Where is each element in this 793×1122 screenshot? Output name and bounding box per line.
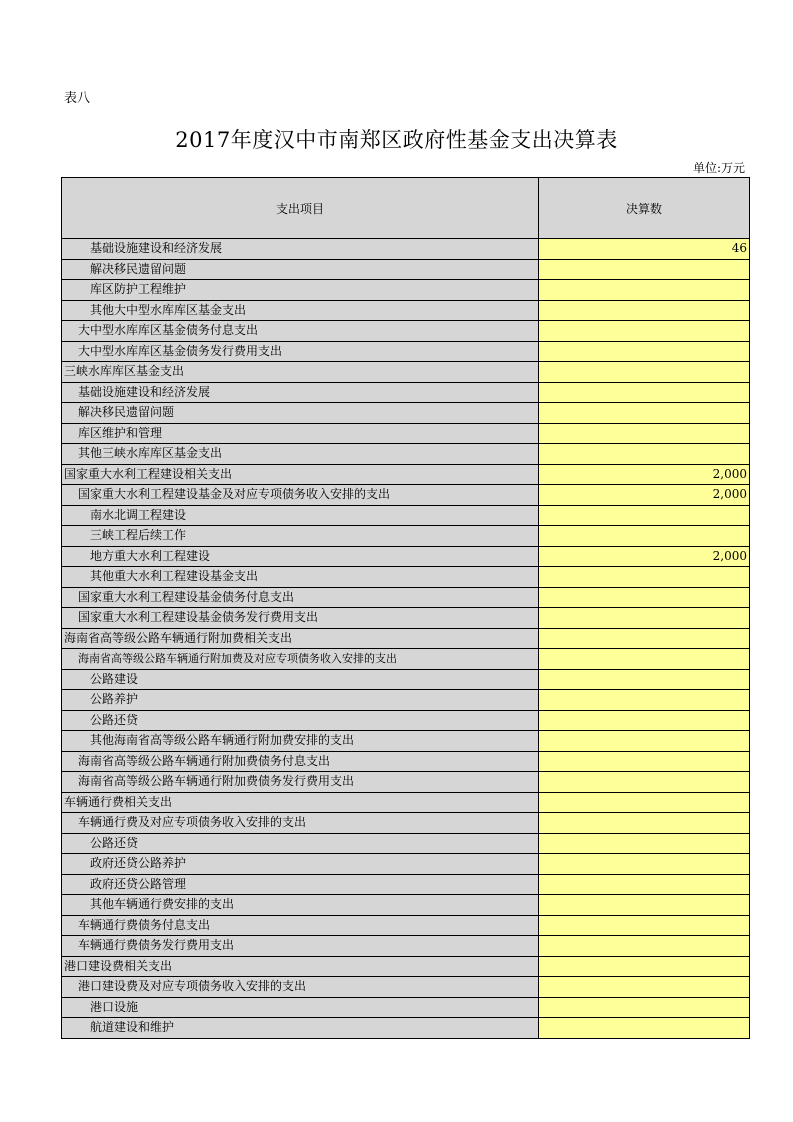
row-amount-cell: 46	[539, 239, 750, 260]
row-amount-cell	[539, 526, 750, 547]
row-item-label: 解决移民遗留问题	[62, 403, 539, 424]
table-row	[62, 977, 750, 998]
row-amount-cell: 2,000	[539, 485, 750, 506]
unit-label: 单位:万元	[692, 161, 745, 175]
row-amount-cell	[539, 423, 750, 444]
row-item-label: 海南省高等级公路车辆通行附加费相关支出	[62, 628, 539, 649]
row-amount-cell	[539, 792, 750, 813]
table-row	[62, 956, 750, 977]
table-row	[62, 813, 750, 834]
row-amount-cell	[539, 710, 750, 731]
row-item-label: 国家重大水利工程建设基金及对应专项债务收入安排的支出	[62, 485, 539, 506]
row-amount-cell	[539, 628, 750, 649]
table-row	[62, 341, 750, 362]
table-row	[62, 403, 750, 424]
row-item-label: 南水北调工程建设	[62, 505, 539, 526]
table-row	[62, 854, 750, 875]
row-amount-cell	[539, 382, 750, 403]
row-amount-cell	[539, 280, 750, 301]
row-amount-cell	[539, 669, 750, 690]
table-row	[62, 649, 750, 670]
table-row	[62, 464, 750, 485]
table-row	[62, 239, 750, 260]
row-item-label: 国家重大水利工程建设基金债务发行费用支出	[62, 608, 539, 629]
row-item-label: 港口设施	[62, 997, 539, 1018]
row-item-label: 解决移民遗留问题	[62, 259, 539, 280]
row-amount-cell	[539, 854, 750, 875]
row-amount-cell	[539, 977, 750, 998]
row-amount-cell	[539, 833, 750, 854]
table-row	[62, 362, 750, 383]
table-row	[62, 751, 750, 772]
row-item-label: 其他大中型水库库区基金支出	[62, 300, 539, 321]
row-item-label: 海南省高等级公路车辆通行附加费及对应专项债务收入安排的支出	[62, 649, 539, 670]
row-item-label: 公路建设	[62, 669, 539, 690]
table-header-row	[62, 178, 750, 239]
table-row	[62, 915, 750, 936]
table-body	[62, 239, 750, 1039]
row-amount-cell	[539, 1018, 750, 1039]
table-row	[62, 628, 750, 649]
table-row	[62, 546, 750, 567]
row-amount-cell: 2,000	[539, 464, 750, 485]
row-item-label: 车辆通行费相关支出	[62, 792, 539, 813]
table-row	[62, 505, 750, 526]
row-item-label: 三峡水库库区基金支出	[62, 362, 539, 383]
row-amount-cell	[539, 444, 750, 465]
row-item-label: 港口建设费及对应专项债务收入安排的支出	[62, 977, 539, 998]
table-row	[62, 690, 750, 711]
row-amount-cell	[539, 300, 750, 321]
table-row	[62, 731, 750, 752]
row-amount-cell	[539, 936, 750, 957]
table-row	[62, 1018, 750, 1039]
row-amount-cell	[539, 608, 750, 629]
table-row	[62, 485, 750, 506]
row-item-label: 车辆通行费债务付息支出	[62, 915, 539, 936]
row-item-label: 公路养护	[62, 690, 539, 711]
row-item-label: 航道建设和维护	[62, 1018, 539, 1039]
row-amount-cell	[539, 895, 750, 916]
row-item-label: 车辆通行费债务发行费用支出	[62, 936, 539, 957]
page-title: 2017年度汉中市南郑区政府性基金支出决算表	[175, 128, 618, 152]
row-amount-cell	[539, 649, 750, 670]
table-row	[62, 382, 750, 403]
row-amount-cell	[539, 690, 750, 711]
row-amount-cell	[539, 772, 750, 793]
expenditure-table	[61, 177, 750, 1039]
table-number-label: 表八	[64, 91, 91, 106]
row-item-label: 地方重大水利工程建设	[62, 546, 539, 567]
table-row	[62, 423, 750, 444]
row-amount-cell	[539, 874, 750, 895]
row-item-label: 其他海南省高等级公路车辆通行附加费安排的支出	[62, 731, 539, 752]
row-amount-cell	[539, 321, 750, 342]
row-item-label: 车辆通行费及对应专项债务收入安排的支出	[62, 813, 539, 834]
table-row	[62, 567, 750, 588]
row-item-label: 大中型水库库区基金债务付息支出	[62, 321, 539, 342]
row-amount-cell	[539, 731, 750, 752]
table-row	[62, 587, 750, 608]
table-row	[62, 833, 750, 854]
column-header-item: 支出项目	[62, 178, 539, 239]
row-amount-cell	[539, 259, 750, 280]
table-row	[62, 259, 750, 280]
row-item-label: 基础设施建设和经济发展	[62, 382, 539, 403]
row-amount-cell	[539, 751, 750, 772]
table-row	[62, 772, 750, 793]
row-item-label: 国家重大水利工程建设基金债务付息支出	[62, 587, 539, 608]
row-item-label: 公路还贷	[62, 833, 539, 854]
row-item-label: 国家重大水利工程建设相关支出	[62, 464, 539, 485]
row-item-label: 港口建设费相关支出	[62, 956, 539, 977]
table-row	[62, 526, 750, 547]
row-item-label: 库区防护工程维护	[62, 280, 539, 301]
row-amount-cell	[539, 505, 750, 526]
table-row	[62, 608, 750, 629]
row-item-label: 海南省高等级公路车辆通行附加费债务发行费用支出	[62, 772, 539, 793]
row-item-label: 三峡工程后续工作	[62, 526, 539, 547]
table-row	[62, 874, 750, 895]
row-amount-cell	[539, 587, 750, 608]
table-row	[62, 997, 750, 1018]
row-item-label: 其他重大水利工程建设基金支出	[62, 567, 539, 588]
row-item-label: 政府还贷公路管理	[62, 874, 539, 895]
table-row	[62, 792, 750, 813]
table-row	[62, 669, 750, 690]
column-header-amount: 决算数	[539, 178, 750, 239]
row-amount-cell	[539, 813, 750, 834]
table-row	[62, 895, 750, 916]
table-row	[62, 710, 750, 731]
row-item-label: 库区维护和管理	[62, 423, 539, 444]
row-item-label: 其他车辆通行费安排的支出	[62, 895, 539, 916]
table-row	[62, 280, 750, 301]
table-row	[62, 300, 750, 321]
row-amount-cell	[539, 567, 750, 588]
row-amount-cell	[539, 997, 750, 1018]
row-amount-cell	[539, 341, 750, 362]
row-item-label: 大中型水库库区基金债务发行费用支出	[62, 341, 539, 362]
row-item-label: 政府还贷公路养护	[62, 854, 539, 875]
table-row	[62, 321, 750, 342]
row-amount-cell	[539, 362, 750, 383]
row-amount-cell	[539, 915, 750, 936]
row-amount-cell	[539, 956, 750, 977]
table-row	[62, 936, 750, 957]
row-item-label: 基础设施建设和经济发展	[62, 239, 539, 260]
row-amount-cell: 2,000	[539, 546, 750, 567]
row-amount-cell	[539, 403, 750, 424]
row-item-label: 其他三峡水库库区基金支出	[62, 444, 539, 465]
row-item-label: 海南省高等级公路车辆通行附加费债务付息支出	[62, 751, 539, 772]
table-row	[62, 444, 750, 465]
row-item-label: 公路还贷	[62, 710, 539, 731]
